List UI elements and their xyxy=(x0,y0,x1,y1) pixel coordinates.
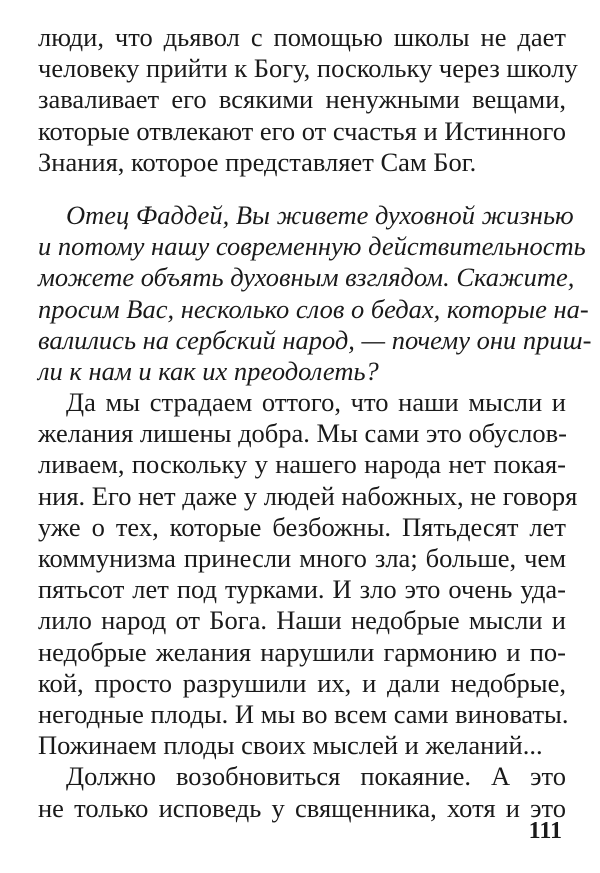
text-line: ливаем, поскольку у нашего народа нет покая- xyxy=(38,449,566,480)
text-line: негодные плоды. И мы во всем сами виноваты. xyxy=(38,698,569,729)
text-line: человеку прийти к Богу, поскольку через школу xyxy=(38,53,578,84)
text-line: Знания, которое представляет Сам Бог. xyxy=(38,146,477,177)
text-line: валились на сербский народ, — почему они приш- xyxy=(38,324,592,355)
text-line: пятьсот лет под турками. И зло это очень уда- xyxy=(38,574,566,605)
text-line: Отец Фаддей, Вы живете духовной жизнью xyxy=(66,199,574,230)
text-line: и потому нашу современную действительность xyxy=(38,231,586,262)
text-line: Пожинаем плоды своих мыслей и желаний... xyxy=(38,730,543,761)
text-line: можете объять духовным взглядом. Скажите, xyxy=(38,262,575,293)
text-paragraph xyxy=(38,22,578,178)
text-line: Должно возобновиться покаяние. А это xyxy=(66,761,566,792)
text-line: просим Вас, несколько слов о бедах, которые на- xyxy=(38,293,589,324)
text-paragraph xyxy=(38,761,566,823)
text-line: лило народ от Бога. Наши недобрые мысли и xyxy=(38,605,566,636)
text-paragraph xyxy=(38,387,578,761)
text-line: недобрые желания нарушили гармонию и по- xyxy=(38,636,566,667)
text-line: заваливает его всякими ненужными вещами, xyxy=(38,84,566,115)
page-number: 111 xyxy=(528,818,562,844)
text-line: коммунизма принесли много зла; больше, чем xyxy=(38,543,566,573)
text-line: которые отвлекают его от счастья и Истинного xyxy=(38,115,566,146)
text-line: уже о тех, которые безбожны. Пятьдесят лет xyxy=(38,511,566,542)
text-line: ния. Его нет даже у людей набожных, не говоря xyxy=(38,480,578,511)
text-line: люди, что дьявол с помощью школы не дает xyxy=(38,22,566,52)
text-line: не только исповедь у священника, хотя и это xyxy=(38,792,566,823)
text-line: желания лишены добра. Мы сами это обуслов- xyxy=(38,418,567,449)
text-line: кой, просто разрушили их, и дали недобрые, xyxy=(38,667,566,698)
text-line: Да мы страдаем оттого, что наши мысли и xyxy=(66,387,566,418)
page-body xyxy=(38,22,592,824)
question-paragraph xyxy=(38,199,592,387)
text-line: ли к нам и как их преодолеть? xyxy=(38,355,379,386)
